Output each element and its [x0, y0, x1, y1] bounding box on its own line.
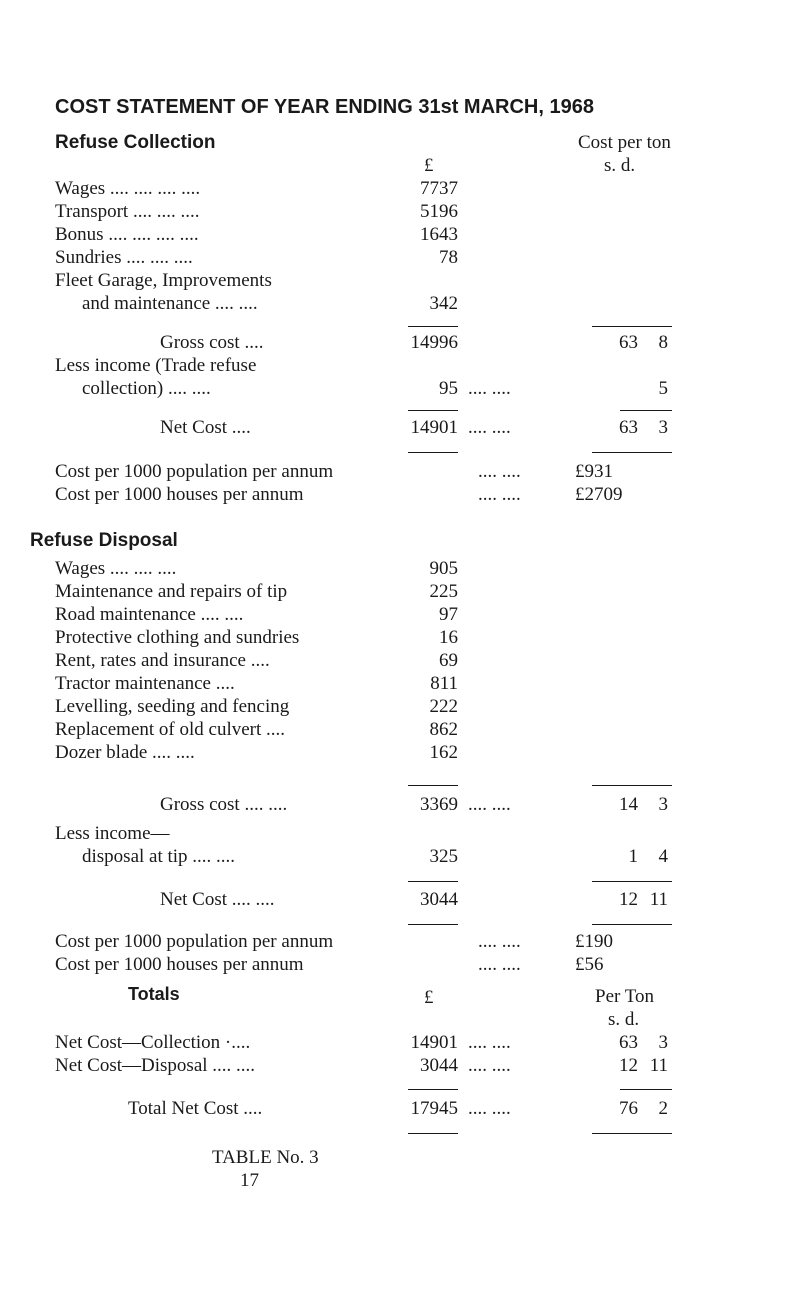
disposal-gross-s: 14	[619, 794, 638, 815]
collection-sd-rule	[592, 452, 672, 453]
table-label: TABLE No. 3	[212, 1147, 319, 1168]
collection-item-amount: 78	[439, 247, 458, 268]
disposal-item-label: Maintenance and repairs of tip	[55, 581, 288, 602]
disposal-heading: Refuse Disposal	[30, 530, 178, 551]
disposal-less-s: 1	[628, 846, 638, 867]
collection-per-house-value: £2709	[575, 484, 623, 505]
totals-disposal-label: Net Cost—Disposal .... ....	[55, 1055, 256, 1076]
disposal-item-label: Wages .... .... ....	[55, 558, 177, 579]
totals-total-s: 76	[619, 1098, 638, 1119]
collection-amount-rule	[408, 410, 458, 411]
totals-disposal-dots: .... ....	[468, 1055, 511, 1076]
collection-less-amount: 95	[439, 378, 458, 399]
collection-gross-d: 8	[658, 332, 668, 353]
collection-gross-s: 63	[619, 332, 638, 353]
collection-per-pop-dots: .... ....	[478, 461, 521, 482]
disposal-item-amount: 862	[429, 719, 458, 740]
disposal-per-pop-label: Cost per 1000 population per annum	[55, 931, 334, 952]
collection-less-d: 5	[658, 378, 668, 399]
disposal-item-amount: 225	[429, 581, 458, 602]
disposal-sd-rule	[592, 881, 672, 882]
collection-item-amount: 342	[429, 293, 458, 314]
totals-collection-s: 63	[619, 1032, 638, 1053]
collection-net-label: Net Cost ....	[160, 417, 251, 438]
collection-net-d: 3	[658, 417, 668, 438]
pound-header: £	[424, 155, 434, 176]
totals-amount-rule	[408, 1089, 458, 1090]
collection-gross-amount: 14996	[410, 332, 458, 353]
totals-disposal-amount: 3044	[420, 1055, 458, 1076]
disposal-less-d: 4	[658, 846, 668, 867]
totals-total-label: Total Net Cost ....	[128, 1098, 263, 1119]
totals-heading: Totals	[128, 984, 180, 1004]
disposal-sd-rule	[592, 785, 672, 786]
disposal-item-amount: 97	[439, 604, 458, 625]
collection-item-label: Transport .... .... ....	[55, 201, 200, 222]
collection-gross-label: Gross cost ....	[160, 332, 264, 353]
collection-less-dots: .... ....	[468, 378, 511, 399]
collection-item-label: Sundries .... .... ....	[55, 247, 193, 268]
totals-disposal-d: 11	[649, 1055, 668, 1076]
disposal-item-amount: 811	[430, 673, 458, 694]
disposal-net-amount: 3044	[420, 889, 458, 910]
totals-sd-header: s. d.	[608, 1009, 640, 1030]
totals-total-d: 2	[658, 1098, 668, 1119]
disposal-item-amount: 162	[429, 742, 458, 763]
disposal-per-house-dots: .... ....	[478, 954, 521, 975]
disposal-sd-rule	[592, 924, 672, 925]
collection-per-house-dots: .... ....	[478, 484, 521, 505]
totals-collection-dots: .... ....	[468, 1032, 511, 1053]
collection-per-pop-label: Cost per 1000 population per annum	[55, 461, 334, 482]
disposal-item-label: Levelling, seeding and fencing	[55, 696, 290, 717]
disposal-item-label: Dozer blade .... ....	[55, 742, 195, 763]
disposal-per-pop-value: £190	[575, 931, 613, 952]
collection-item-label: Fleet Garage, Improvements	[55, 270, 272, 291]
collection-item-amount: 5196	[420, 201, 458, 222]
disposal-item-label: Replacement of old culvert ....	[55, 719, 286, 740]
disposal-item-label: Protective clothing and sundries	[55, 627, 300, 648]
collection-heading: Refuse Collection	[55, 132, 216, 153]
disposal-net-s: 12	[619, 889, 638, 910]
totals-per-ton-header: Per Ton	[595, 986, 655, 1007]
totals-collection-label: Net Cost—Collection ·....	[55, 1032, 251, 1053]
collection-sd-rule	[592, 326, 672, 327]
disposal-item-amount: 69	[439, 650, 458, 671]
totals-sd-rule	[620, 1089, 672, 1090]
disposal-net-d: 11	[649, 889, 668, 910]
disposal-per-house-value: £56	[575, 954, 604, 975]
totals-amount-rule	[408, 1133, 458, 1134]
totals-collection-d: 3	[658, 1032, 668, 1053]
disposal-item-label: Road maintenance .... ....	[55, 604, 244, 625]
page-number: 17	[240, 1170, 259, 1191]
totals-pound-header: £	[424, 987, 434, 1008]
disposal-amount-rule	[408, 785, 458, 786]
disposal-less-label: disposal at tip .... ....	[82, 846, 236, 867]
collection-per-pop-value: £931	[575, 461, 613, 482]
totals-sd-rule	[592, 1133, 672, 1134]
totals-disposal-s: 12	[619, 1055, 638, 1076]
disposal-per-house-label: Cost per 1000 houses per annum	[55, 954, 304, 975]
disposal-gross-dots: .... ....	[468, 794, 511, 815]
collection-item-label: Bonus .... .... .... ....	[55, 224, 199, 245]
disposal-item-label: Tractor maintenance ....	[55, 673, 235, 694]
collection-less-label: collection) .... ....	[82, 378, 211, 399]
sd-header: s. d.	[604, 155, 636, 176]
disposal-amount-rule	[408, 881, 458, 882]
collection-amount-rule	[408, 452, 458, 453]
disposal-net-label: Net Cost .... ....	[160, 889, 275, 910]
totals-collection-amount: 14901	[410, 1032, 458, 1053]
collection-item-amount: 1643	[420, 224, 458, 245]
cost-per-ton-heading: Cost per ton	[578, 132, 671, 153]
disposal-less-amount: 325	[429, 846, 458, 867]
collection-less-label: Less income (Trade refuse	[55, 355, 257, 376]
disposal-amount-rule	[408, 924, 458, 925]
disposal-gross-label: Gross cost .... ....	[160, 794, 288, 815]
disposal-gross-amount: 3369	[420, 794, 458, 815]
disposal-per-pop-dots: .... ....	[478, 931, 521, 952]
page-title: COST STATEMENT OF YEAR ENDING 31st MARCH, 1968	[55, 96, 594, 118]
disposal-less-label: Less income—	[55, 823, 170, 844]
disposal-gross-d: 3	[658, 794, 668, 815]
collection-item-label: Wages .... .... .... ....	[55, 178, 201, 199]
collection-item-amount: 7737	[420, 178, 458, 199]
collection-sd-rule	[620, 410, 672, 411]
collection-net-amount: 14901	[410, 417, 458, 438]
disposal-item-amount: 16	[439, 627, 458, 648]
collection-item-label: and maintenance .... ....	[82, 293, 258, 314]
disposal-item-amount: 222	[429, 696, 458, 717]
disposal-item-label: Rent, rates and insurance ....	[55, 650, 270, 671]
collection-net-dots: .... ....	[468, 417, 511, 438]
collection-amount-rule	[408, 326, 458, 327]
collection-per-house-label: Cost per 1000 houses per annum	[55, 484, 304, 505]
totals-total-dots: .... ....	[468, 1098, 511, 1119]
totals-total-amount: 17945	[410, 1098, 458, 1119]
collection-net-s: 63	[619, 417, 638, 438]
disposal-item-amount: 905	[429, 558, 458, 579]
